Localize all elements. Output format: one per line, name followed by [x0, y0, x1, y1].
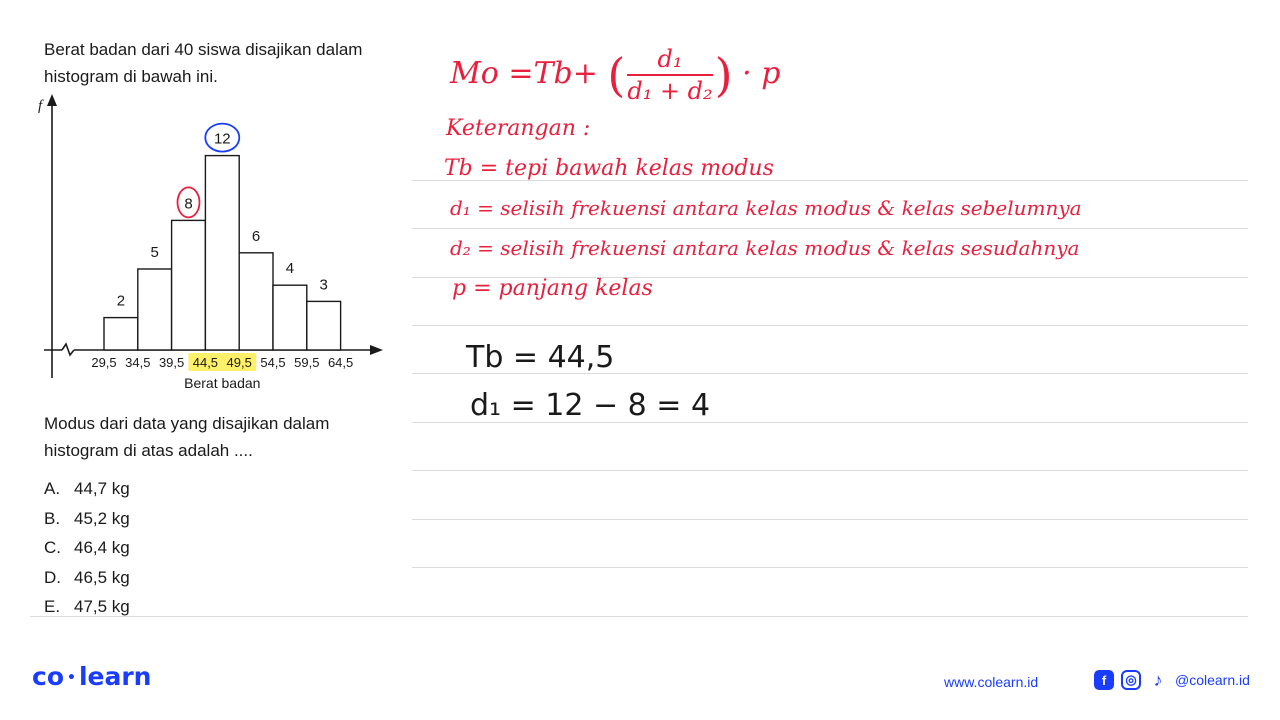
- tiktok-icon[interactable]: ♪: [1153, 669, 1163, 690]
- histogram-bar: [239, 253, 273, 350]
- bar-value-label: 8: [184, 195, 193, 213]
- option-d[interactable]: [44, 563, 130, 593]
- histogram-bar: [138, 269, 172, 350]
- instagram-icon[interactable]: ◎: [1121, 670, 1141, 690]
- x-axis-label: Berat badan: [184, 375, 261, 391]
- histogram-bar: [172, 220, 206, 350]
- problem-question: Modus dari data yang disajikan dalam histogram di atas adalah ....: [44, 414, 330, 460]
- bar-value-label: 6: [251, 227, 261, 245]
- histogram-bar: [205, 156, 239, 350]
- option-b[interactable]: [44, 504, 130, 534]
- formula-tb: Tb: [533, 56, 573, 91]
- option-c[interactable]: [44, 533, 130, 563]
- mode-formula: Mo =Tb+ ( $\frac{\text{d₁}}{\text{d₁ + d₂}}$ ) · p: [450, 45, 781, 105]
- option-text: 47,5 kg: [74, 597, 130, 616]
- option-text: 44,7 kg: [74, 479, 130, 498]
- problem-intro: Berat badan dari 40 siswa disajikan dalam histogram di bawah ini.: [44, 40, 363, 86]
- logo-co: co: [32, 662, 64, 691]
- x-tick-label: 54,5: [260, 355, 286, 370]
- option-letter: D.: [44, 567, 61, 587]
- x-axis-arrow: [370, 345, 383, 355]
- ruled-line: [412, 519, 1248, 520]
- x-tick-label: 34,5: [125, 355, 151, 370]
- colearn-logo[interactable]: [32, 662, 151, 691]
- y-axis-label: f: [38, 98, 43, 114]
- option-letter: B.: [44, 508, 61, 528]
- ruled-line: [412, 470, 1248, 471]
- legend-d2: d₂ = selisih frekuensi antara kelas modus & kelas sesudahnya: [450, 236, 1080, 260]
- x-tick-label: 29,5: [91, 355, 117, 370]
- ruled-line: [412, 567, 1248, 568]
- legend-p: p = panjang kelas: [452, 276, 653, 301]
- histogram-bar: [104, 318, 138, 350]
- x-tick-label: 64,5: [327, 355, 354, 370]
- formula-numerator: d₁: [627, 44, 712, 76]
- facebook-icon[interactable]: f: [1094, 670, 1114, 690]
- formula-fraction: [627, 44, 712, 106]
- logo-learn: learn: [78, 662, 152, 691]
- y-axis-arrow: [47, 94, 57, 106]
- social-links: [1094, 670, 1250, 690]
- social-handle[interactable]: @colearn.id: [1175, 672, 1250, 688]
- option-text: 45,2 kg: [74, 508, 130, 528]
- legend-d1: d₁ = selisih frekuensi antara kelas modus & kelas sebelumnya: [450, 196, 1082, 220]
- legend-tb: Tb = tepi bawah kelas modus: [444, 156, 774, 181]
- x-tick-label: 49,5: [226, 355, 252, 370]
- option-text: 46,4 kg: [74, 538, 130, 557]
- work-tb: Tb = 44,5: [466, 340, 615, 375]
- option-text: 46,5 kg: [74, 567, 130, 587]
- x-tick-label: 59,5: [294, 355, 320, 370]
- histogram-chart: [0, 0, 410, 400]
- option-e[interactable]: [44, 592, 130, 622]
- formula-eq: =: [508, 56, 534, 91]
- footer-url[interactable]: www.colearn.id: [944, 674, 1039, 690]
- answer-options: [44, 474, 130, 622]
- bar-value-label: 3: [319, 276, 328, 294]
- ruled-line: [412, 228, 1248, 229]
- bar-value-label: 12: [213, 130, 231, 148]
- formula-plus: +: [572, 56, 598, 91]
- formula-denominator: d₁ + d₂: [627, 77, 713, 105]
- option-letter: E.: [44, 597, 61, 616]
- histogram-bar: [273, 285, 307, 350]
- ruled-line: [412, 325, 1248, 326]
- x-axis-break: [62, 344, 74, 355]
- option-letter: A.: [44, 479, 61, 498]
- option-a[interactable]: [44, 474, 130, 504]
- legend-heading: Keterangan :: [446, 116, 591, 141]
- formula-tail: · p: [742, 56, 781, 91]
- work-d1: d₁ = 12 − 8 = 4: [470, 388, 711, 423]
- bar-value-label: 2: [116, 292, 126, 310]
- chart-bars: [104, 156, 341, 350]
- histogram-bar: [307, 301, 341, 350]
- bar-value-label: 5: [150, 244, 159, 261]
- logo-dot: •: [67, 670, 76, 686]
- x-tick-label: 39,5: [158, 355, 185, 370]
- bar-value-label: 4: [285, 260, 295, 278]
- formula-lhs: Mo: [450, 56, 499, 91]
- x-tick-label: 44,5: [192, 355, 219, 370]
- option-letter: C.: [44, 538, 61, 557]
- ruled-line: [30, 616, 1248, 617]
